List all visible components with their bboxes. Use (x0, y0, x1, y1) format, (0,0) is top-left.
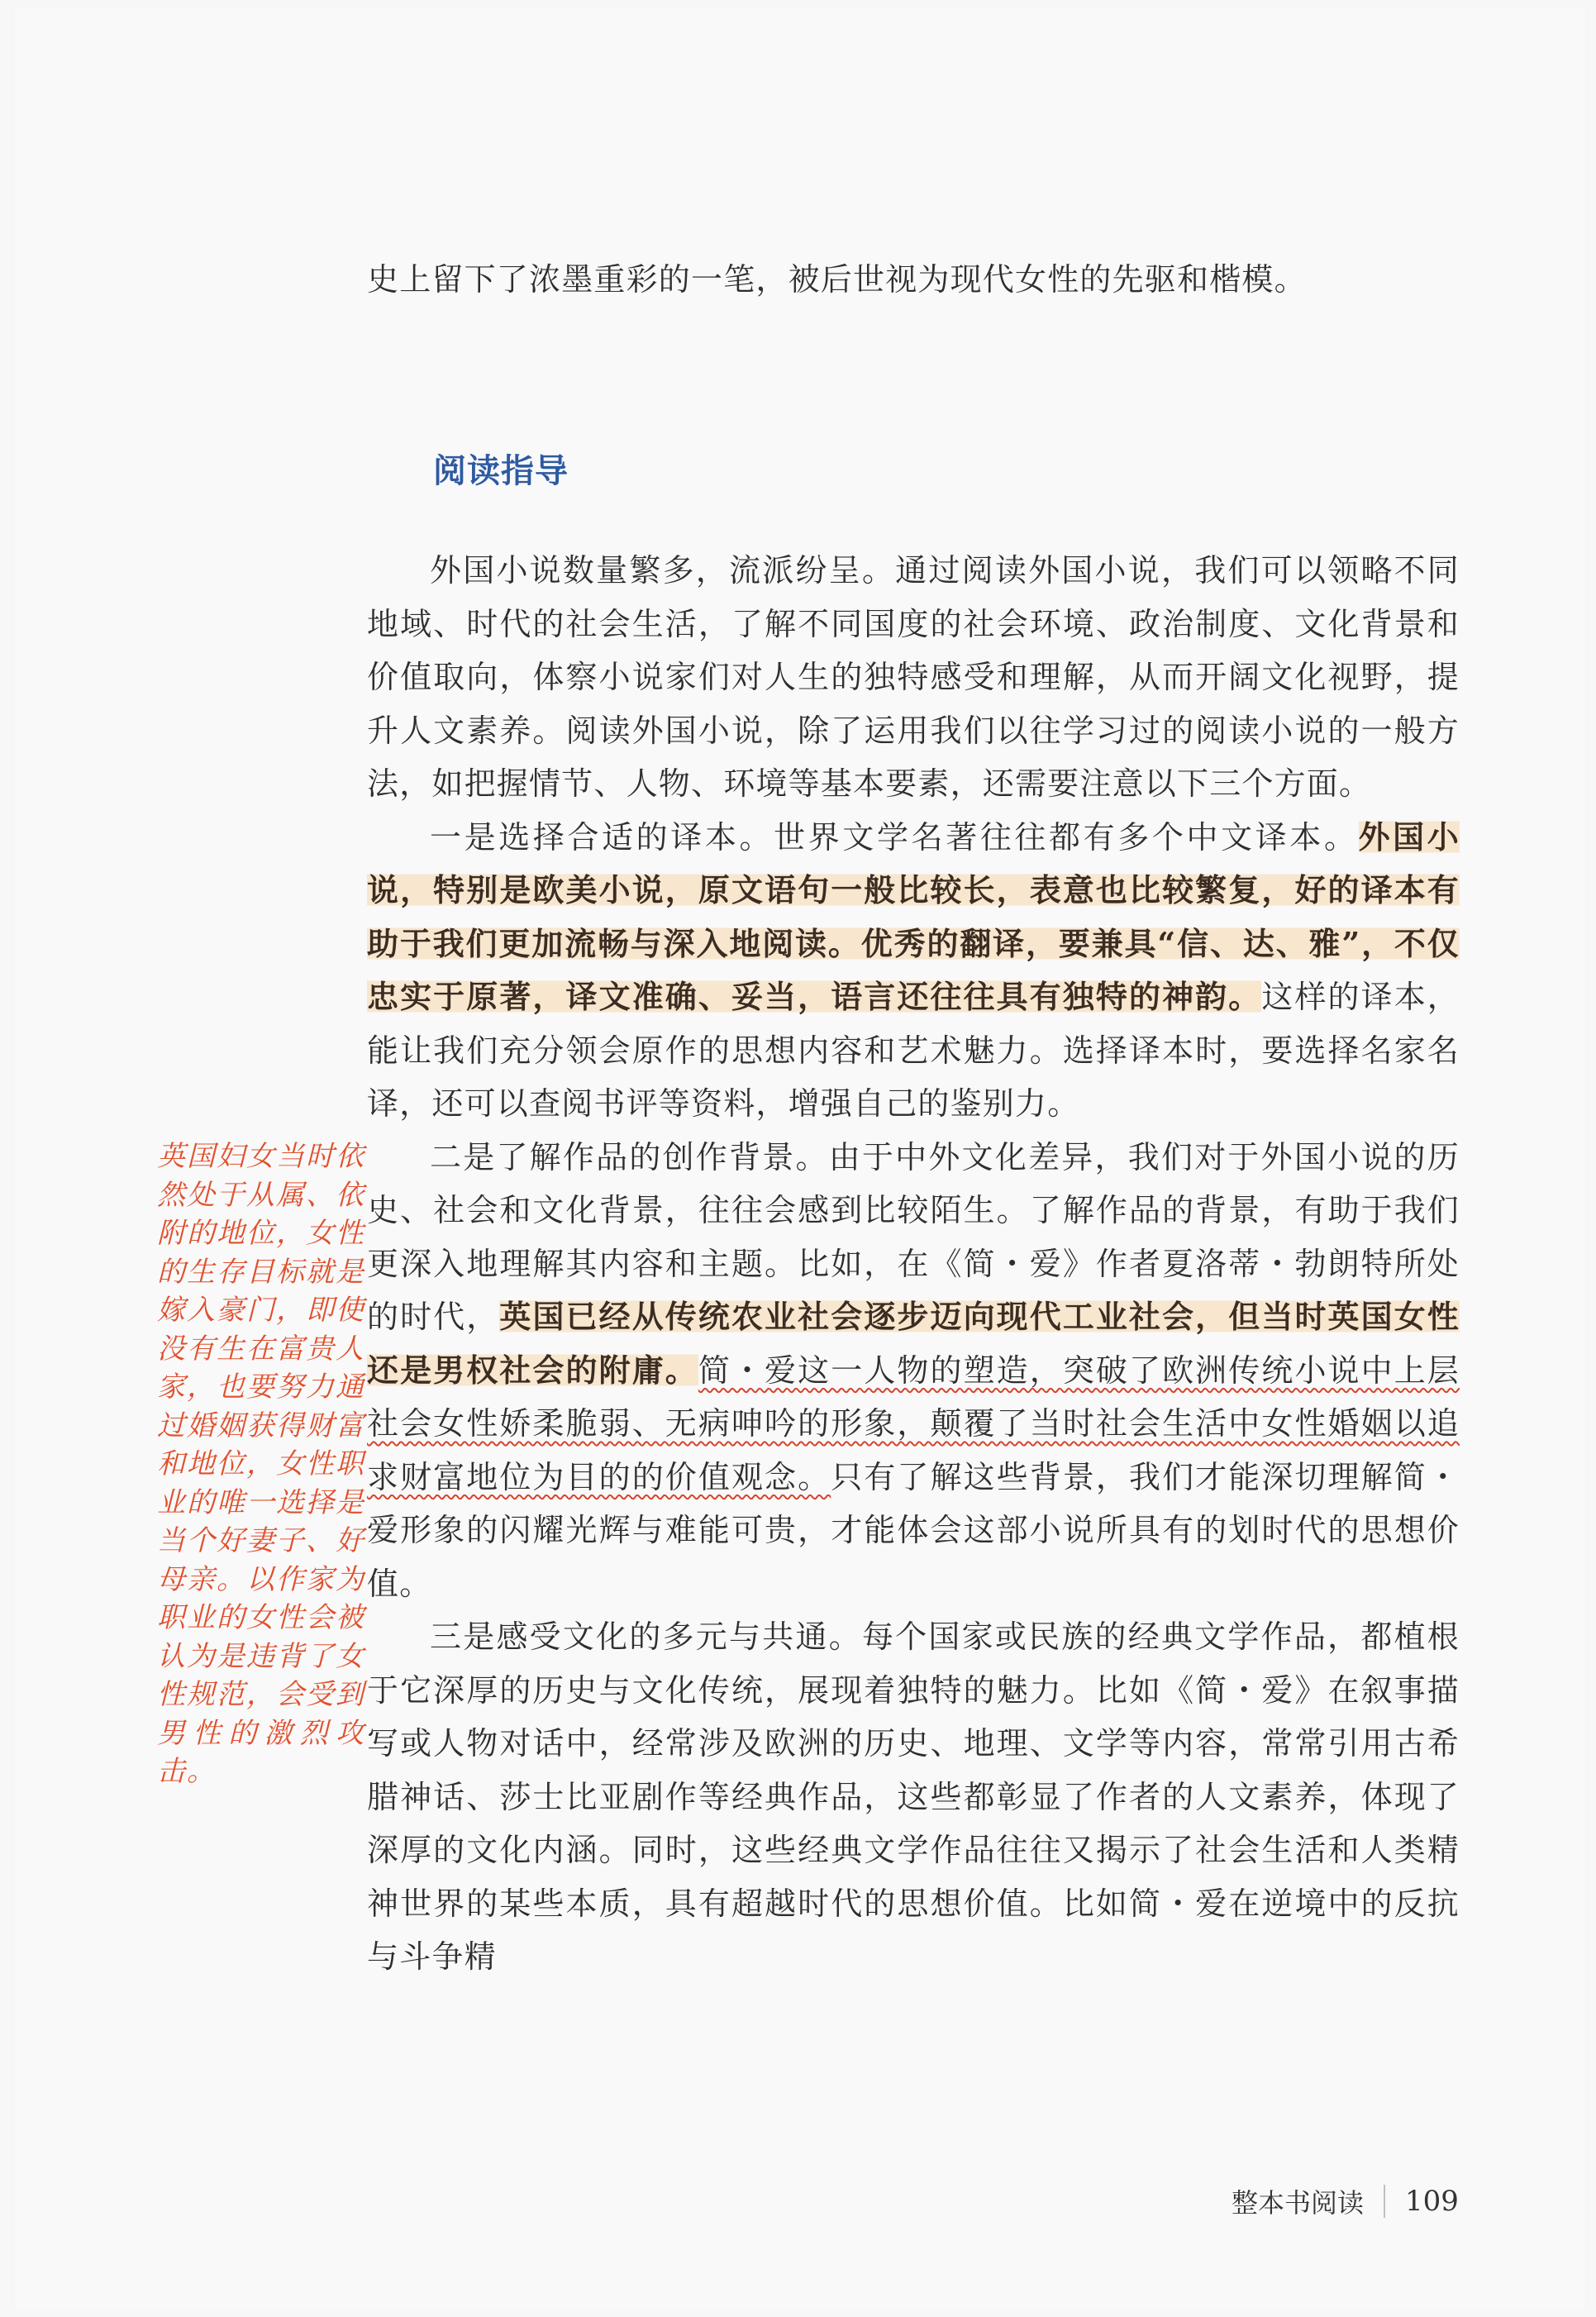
footer-divider (1384, 2185, 1385, 2218)
main-text (367, 544, 1460, 1984)
top-line: 史上留下了浓墨重彩的一笔，被后世视为现代女性的先驱和楷模。 (367, 261, 1307, 298)
page-footer (1232, 2182, 1459, 2220)
wavy-underline-text: 简・爱这一人物的塑造，突破了欧洲传统小说中上层社会女性娇柔脆弱、无病呻吟的形象，颠覆了当时社会生活中女性婚姻以追求财富地位为目的的价值观念。 (367, 1352, 1460, 1495)
continued-text (367, 253, 1460, 307)
paragraph-translation-end: 这样的译本，能让我们充分领会原作的思想内容和艺术魅力。选择译本时，要选择名家名译，还可以查阅书评等资料，增强自己的鉴别力。 (367, 979, 1460, 1122)
paragraph-background-end: 只有了解这些背景，我们才能深切理解简・爱形象的闪耀光辉与难能可贵，才能体会这部小说所具有的划时代的思想价值。 (367, 1458, 1460, 1602)
paragraph-culture: 三是感受文化的多元与共通。每个国家或民族的经典文学作品，都植根于它深厚的历史与文化传统，展现着独特的魅力。比如《简・爱》在叙事描写或人物对话中，经常涉及欧洲的历史、地理、文学等内容，常常引用古希腊神话、莎士比亚剧作等经典作品，这些都彰显了作者的人文素养，体现了深厚的文化内涵。同时，这些经典文学作品往往又揭示了社会生活和人类精神世界的某些本质，具有超越时代的思想价值。比如简・爱在逆境中的反抗与斗争精 (367, 1619, 1460, 1975)
paragraph-translation (367, 811, 1460, 1131)
highlight-background: 英国已经从传统农业社会逐步迈向现代工业社会，但当时英国女性还是男权社会的附庸。 (367, 1298, 1460, 1389)
footer-section-title: 整本书阅读 (1232, 2187, 1365, 2219)
page-number: 109 (1405, 2185, 1459, 2218)
paragraph-translation-start: 一是选择合适的译本。世界文学名著往往都有多个中文译本。 (430, 818, 1359, 856)
paragraph-background (367, 1131, 1460, 1611)
highlight-translation-1: 外国小说，特别是欧美小说，原文语句一般比较长，表意也比较繁复，好的译本有助于我们更加流畅与深入地阅读。 (367, 818, 1460, 962)
margin-annotation: 英国妇女当时依然处于从属、依附的地位，女性的生存目标就是嫁入豪门，即使没有生在富贵人家，也要努力通过婚姻获得财富和地位，女性职业的唯一选择是当个好妻子、好母亲。以作家为职业的女性会被认为是违背了女性规范，会受到男性的激烈攻击。 (157, 1140, 365, 1788)
paragraph-intro: 外国小说数量繁多，流派纷呈。通过阅读外国小说，我们可以领略不同地域、时代的社会生活，了解不同国度的社会环境、政治制度、文化背景和价值取向，体察小说家们对人生的独特感受和理解，从而开阔文化视野，提升人文素养。阅读外国小说，除了运用我们以往学习过的阅读小说的一般方法，如把握情节、人物、环境等基本要素，还需要注意以下三个方面。 (367, 552, 1460, 802)
highlight-translation-2: 优秀的翻译，要兼具“信、达、雅”，不仅忠实于原著，译文准确、妥当，语言还往往具有独特的神韵。 (367, 924, 1460, 1015)
paragraph-background-start: 二是了解作品的创作背景。由于中外文化差异，我们对于外国小说的历史、社会和文化背景，往往会感到比较陌生。了解作品的背景，有助于我们更深入地理解其内容和主题。比如，在《简・爱》作者夏洛蒂・勃朗特所处的时代， (367, 1138, 1460, 1335)
section-heading: 阅读指导 (433, 452, 569, 490)
